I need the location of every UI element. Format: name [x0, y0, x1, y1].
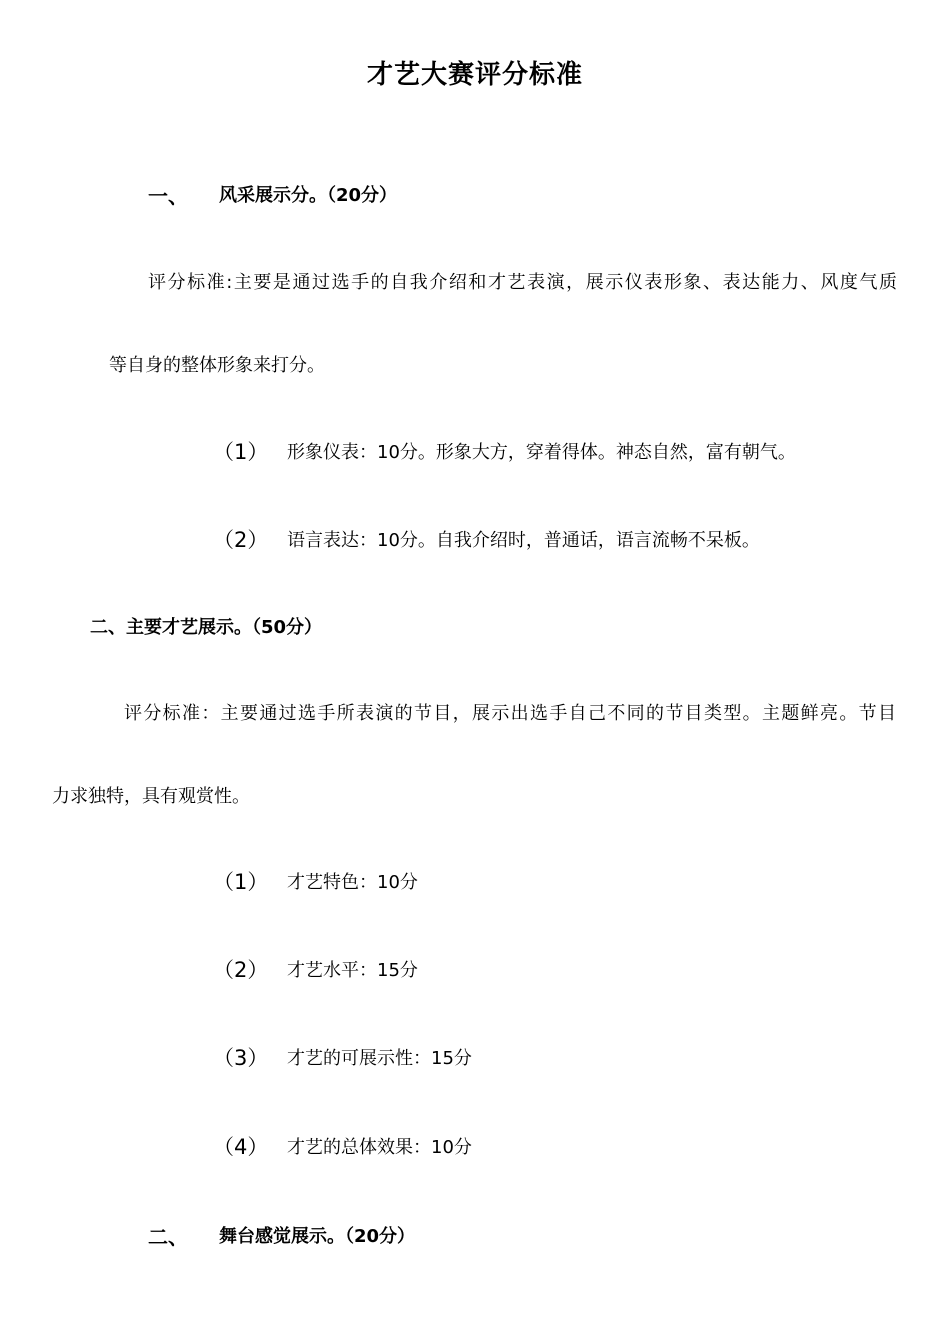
section2-item-number: （3） [213, 1046, 269, 1070]
section1-item-text: 语言表达：10分。自我介绍时，普通话，语言流畅不呆板。 [287, 530, 760, 551]
section1-criteria-line1 [148, 274, 897, 292]
section2-item-number: （1） [213, 870, 269, 894]
section2-item-text: 才艺的可展示性：15分 [287, 1048, 472, 1069]
section1-number: 一、 [148, 184, 188, 208]
section1-criteria-text-1: 评分标准:主要是通过选手的自我介绍和才艺表演，展示仪表形象、表达能力、风度气质 [148, 272, 897, 293]
section1-item-number: （2） [213, 528, 269, 552]
section2-criteria-text-1: 评分标准：主要通过选手所表演的节目，展示出选手自己不同的节目类型。主题鲜亮。节目 [124, 703, 896, 724]
section2-criteria-line1 [124, 705, 896, 723]
section2-criteria-line2: 力求独特，具有观赏性。 [52, 786, 250, 807]
section1-criteria-line2: 等自身的整体形象来打分。 [109, 355, 325, 376]
section3-number: 二、 [148, 1225, 188, 1249]
section2-item-number: （4） [213, 1135, 269, 1159]
section1-item-number: （1） [213, 440, 269, 464]
section2-item-text: 才艺水平：15分 [287, 960, 418, 981]
section3-heading: 舞台感觉展示。（20分） [219, 1226, 416, 1247]
section2-item-text: 才艺的总体效果：10分 [287, 1137, 472, 1158]
section2-item-number: （2） [213, 958, 269, 982]
section2-item-text: 才艺特色：10分 [287, 872, 418, 893]
section1-heading: 风采展示分。（20分） [219, 185, 398, 206]
section2-heading: 二、主要才艺展示。（50分） [90, 617, 323, 638]
document-title: 才艺大赛评分标准 [366, 60, 583, 90]
section1-item-text: 形象仪表：10分。形象大方，穿着得体。神态自然，富有朝气。 [287, 442, 796, 463]
